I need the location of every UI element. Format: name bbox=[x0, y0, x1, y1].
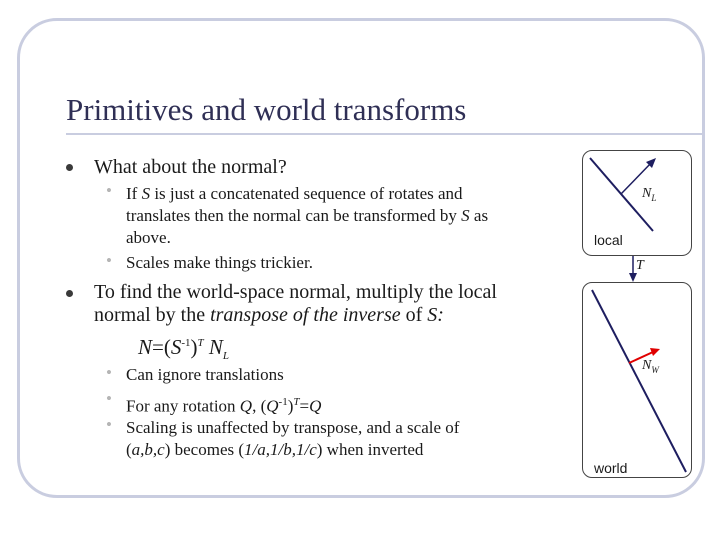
world-space-box bbox=[582, 282, 692, 478]
sub-bullet-dot-3: • bbox=[106, 363, 112, 382]
sub-bullet-scales: Scales make things trickier. bbox=[126, 253, 313, 272]
sub-bullet-dot-4: • bbox=[106, 389, 112, 408]
bullet-world-space-normal: To find the world-space normal, multiply the local normal by the transpose of the inverse of S: bbox=[94, 281, 497, 326]
sub-bullet-dot-1: • bbox=[106, 181, 112, 200]
sub-bullet-dot-5: • bbox=[106, 415, 112, 434]
nl-label: $N_L$ bbox=[642, 186, 657, 203]
world-label: world bbox=[594, 460, 628, 476]
transform-label: T bbox=[636, 258, 644, 273]
sub-bullet-concatenated: If S is just a concatenated sequence of rotates and translates then the normal can be transformed by S as above. bbox=[126, 184, 489, 247]
sub-bullet-dot-2: • bbox=[106, 251, 112, 270]
sub-bullet-rotation: For any rotation Q, $(Q^{-1})^T=Q$ bbox=[126, 396, 322, 416]
sub-bullet-ignore-translations: Can ignore translations bbox=[126, 365, 284, 384]
bullet-normal-question: What about the normal? bbox=[94, 156, 287, 178]
slide-title: Primitives and world transforms bbox=[66, 92, 467, 127]
nw-label: $N_W$ bbox=[642, 358, 659, 375]
sub-bullet-scaling: Scaling is unaffected by transpose, and a scale of (a,b,c) becomes (1/a,1/b,1/c) when inverted bbox=[126, 418, 460, 459]
transform-arrowhead bbox=[629, 273, 637, 282]
normal-equation: $N=(S^{-1})^T$ $N_L$ bbox=[138, 335, 230, 363]
local-label: local bbox=[594, 232, 623, 248]
